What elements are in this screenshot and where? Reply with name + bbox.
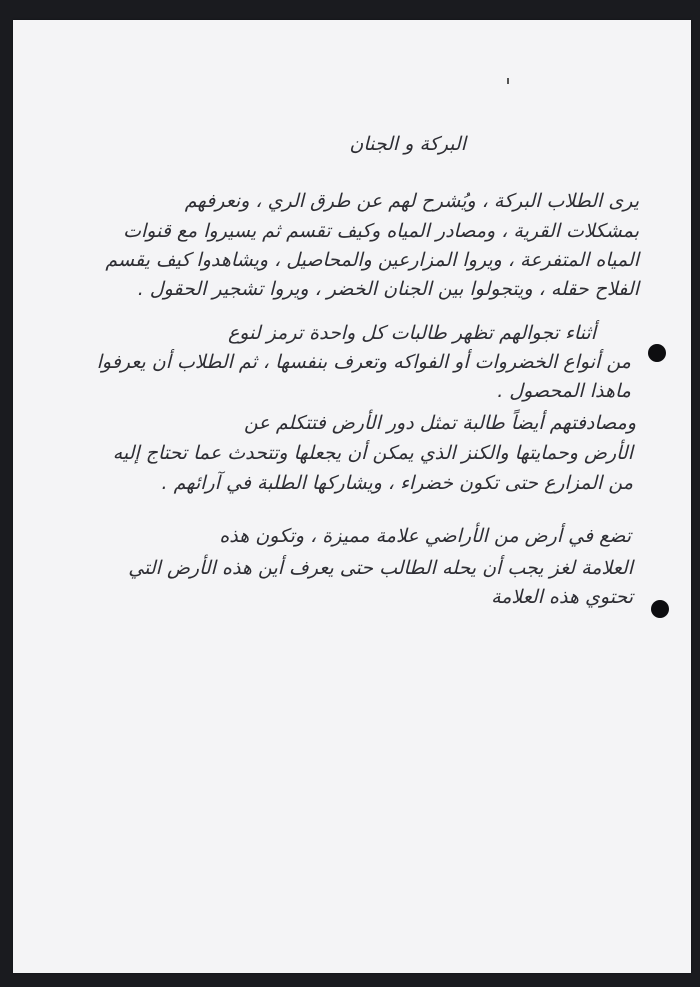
paragraph-3-line-1: ومصادفتهم أيضاً طالبة تمثل دور الأرض فتتكلم عن xyxy=(243,412,636,434)
paragraph-1-line-3: المياه المتفرعة ، ويروا المزارعين والمحاصيل ، ويشاهدوا كيف يقسم xyxy=(105,249,639,271)
paragraph-1-line-2: بمشكلات القرية ، ومصادر المياه وكيف تقسم ثم يسيروا مع قنوات xyxy=(123,220,639,242)
paragraph-1-line-4: الفلاح حقله ، ويتجولوا بين الجنان الخضر ، ويروا تشجير الحقول . xyxy=(137,278,639,300)
paragraph-1-line-1: يرى الطلاب البركة ، ويُشرح لهم عن طرق الري ، ونعرفهم xyxy=(184,190,639,212)
document-title: البركة و الجنان xyxy=(349,133,466,155)
paragraph-2-line-3: ماهذا المحصول . xyxy=(497,380,631,402)
punch-hole-bottom xyxy=(651,600,669,618)
punch-hole-top xyxy=(648,344,666,362)
pen-mark xyxy=(507,78,509,84)
paragraph-3-line-3: من المزارع حتى تكون خضراء ، ويشاركها الطلبة في آرائهم . xyxy=(161,472,633,494)
paragraph-4-line-3: تحتوي هذه العلامة xyxy=(491,586,633,608)
paper-sheet xyxy=(13,20,691,973)
paragraph-3-line-2: الأرض وحمايتها والكنز الذي يمكن أن يجعلها وتتحدث عما تحتاج إليه xyxy=(112,442,633,464)
paragraph-4-line-2: العلامة لغز يجب أن يحله الطالب حتى يعرف أين هذه الأرض التي xyxy=(128,557,633,579)
paragraph-2-line-2: من أنواع الخضروات أو الفواكه وتعرف بنفسها ، ثم الطلاب أن يعرفوا xyxy=(96,351,631,373)
paragraph-4-line-1: تضع في أرض من الأراضي علامة مميزة ، وتكون هذه xyxy=(219,525,631,547)
paragraph-2-line-1: أثناء تجوالهم تظهر طالبات كل واحدة ترمز لنوع xyxy=(227,322,596,344)
